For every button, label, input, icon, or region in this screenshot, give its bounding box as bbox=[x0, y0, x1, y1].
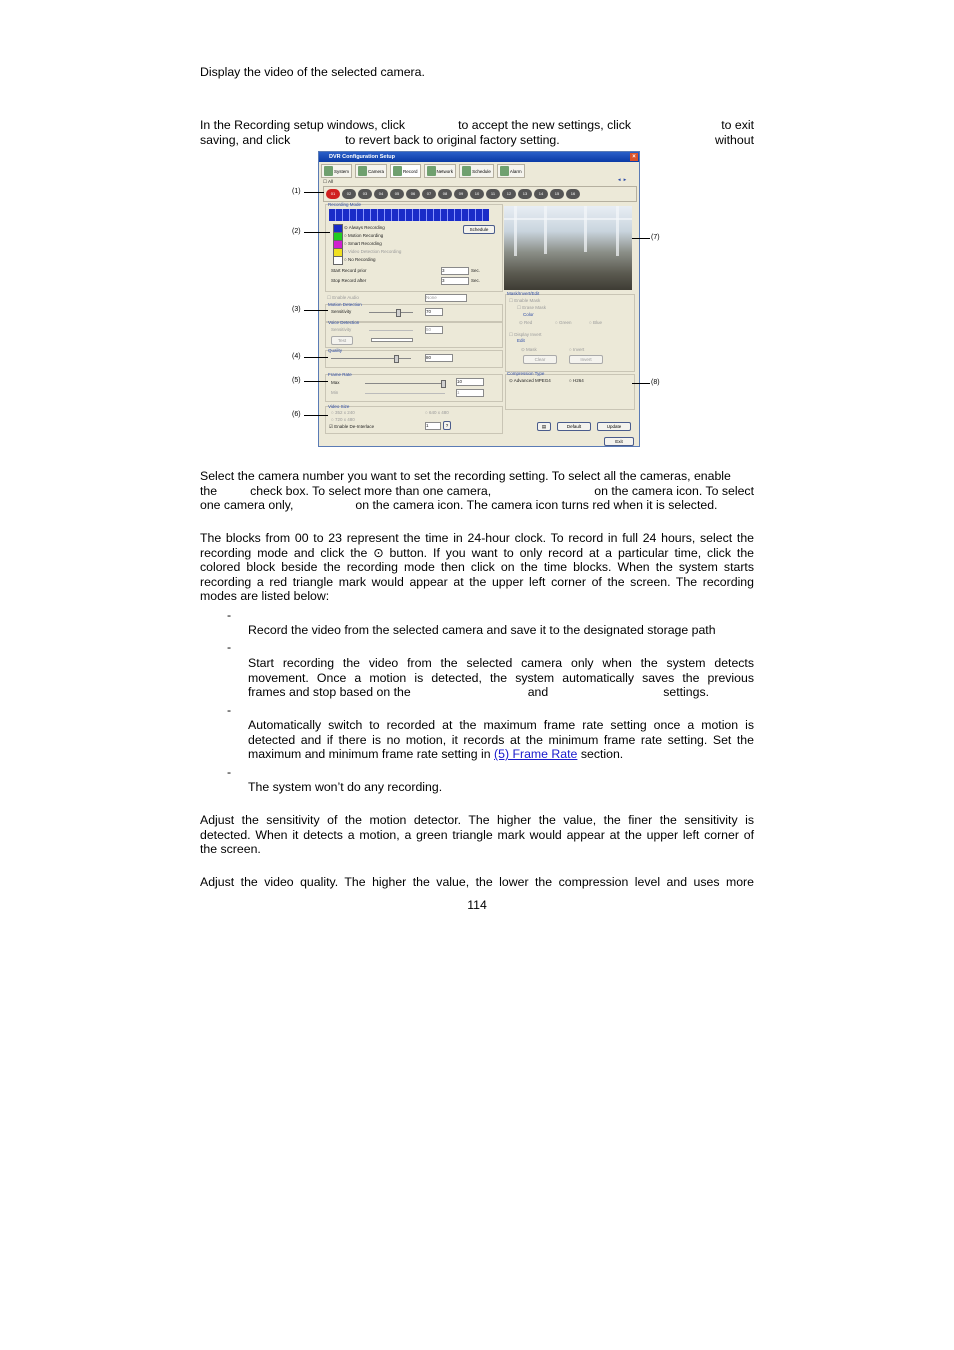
quality-panel bbox=[325, 350, 503, 368]
mode-smart-text: Automatically switch to recorded at the maximum frame rate setting once a motion is detected and if there is no motion, it records at the minimum frame rate setting. Set the maximum and minimum frame rate setting in (5) Frame Rate section. bbox=[248, 718, 754, 762]
record-icon bbox=[393, 166, 402, 176]
size-720-radio[interactable]: ○ 720 x 480 bbox=[331, 417, 355, 422]
max-frame-slider[interactable] bbox=[365, 383, 445, 384]
color-green-radio[interactable]: ○ Green bbox=[555, 320, 572, 325]
network-icon bbox=[427, 166, 436, 176]
update-button[interactable]: Update bbox=[597, 422, 631, 431]
edit-invert-radio[interactable]: ○ Invert bbox=[569, 347, 585, 352]
camera-icon[interactable]: 07 bbox=[422, 189, 436, 199]
callout-line bbox=[304, 192, 324, 193]
clear-button[interactable]: Clear bbox=[523, 355, 557, 364]
sensitivity-knob[interactable] bbox=[396, 309, 401, 317]
mode-video-detect-radio[interactable]: ○ Video Detection Recording bbox=[344, 249, 402, 254]
list-dash: - bbox=[227, 765, 232, 779]
callout-line bbox=[304, 381, 328, 382]
min-frame-input[interactable]: 1 bbox=[456, 389, 484, 397]
callout-label: (6) bbox=[292, 411, 301, 418]
enable-mask-checkbox[interactable]: ☐ Enable Mask bbox=[509, 298, 541, 303]
camera-icon[interactable]: 09 bbox=[454, 189, 468, 199]
erase-mask-checkbox[interactable]: ☐ Erase Mask bbox=[517, 305, 547, 310]
camera-icon[interactable]: 06 bbox=[406, 189, 420, 199]
frame-rate-label: Frame Rate bbox=[328, 372, 352, 377]
help-icon[interactable]: ? bbox=[443, 421, 451, 430]
camera-icon[interactable]: 12 bbox=[502, 189, 516, 199]
edit-mask-radio[interactable]: ⊙ Mask bbox=[521, 347, 537, 352]
quality-paragraph: Adjust the video quality. The higher the value, the lower the compression level and uses more bbox=[200, 875, 754, 889]
time-blocks[interactable] bbox=[329, 209, 489, 221]
setup-line-2 bbox=[200, 133, 560, 148]
callout-label: (1) bbox=[292, 188, 301, 195]
setup-text-1: In the Recording setup windows, click bbox=[200, 118, 406, 132]
color-blue-radio[interactable]: ○ Blue bbox=[589, 320, 602, 325]
callout-line bbox=[304, 415, 328, 416]
voice-input[interactable]: 50 bbox=[425, 326, 443, 334]
camera-preview-image bbox=[504, 206, 632, 290]
callout-label: (7) bbox=[651, 234, 660, 241]
camera-icon[interactable]: 02 bbox=[342, 189, 356, 199]
deinterlace-select[interactable]: 1 bbox=[425, 422, 441, 430]
test-button[interactable]: Test bbox=[331, 336, 353, 345]
mode-always-radio[interactable]: ⊙ Always Recording bbox=[344, 225, 385, 230]
compression-type-label: Compression Type bbox=[507, 371, 545, 376]
quality-input[interactable]: 80 bbox=[425, 354, 453, 362]
prior-input[interactable]: 3 bbox=[441, 267, 469, 275]
max-frame-input[interactable]: 10 bbox=[456, 378, 484, 386]
frame-rate-link[interactable]: (5) Frame Rate bbox=[494, 747, 578, 762]
callout-line bbox=[632, 383, 650, 384]
camera-icon[interactable]: 11 bbox=[486, 189, 500, 199]
recording-setup-screenshot bbox=[318, 151, 640, 447]
quality-label: Quality bbox=[328, 348, 343, 353]
voice-slider[interactable] bbox=[369, 330, 413, 331]
camera-icon bbox=[358, 166, 367, 176]
start-record-prior-label: Start Record prior bbox=[331, 268, 367, 273]
camera-icon[interactable]: 01 bbox=[326, 189, 340, 199]
tab-strip bbox=[319, 162, 639, 180]
schedule-button[interactable]: Schedule bbox=[463, 225, 495, 234]
callout-line bbox=[304, 310, 328, 311]
all-checkbox[interactable]: ☐ All bbox=[323, 179, 334, 184]
camera-icon[interactable]: 14 bbox=[534, 189, 548, 199]
setup-text-3b: saving, and click bbox=[200, 133, 291, 147]
sec-unit: Sec. bbox=[471, 278, 481, 283]
enable-audio-checkbox[interactable]: ☐ Enable Audio bbox=[327, 295, 359, 300]
setup-text-3a: to exit without bbox=[715, 118, 754, 147]
voice-detection-label: Voice Detection bbox=[328, 320, 360, 325]
scroll-arrows-icon[interactable]: ◄ ► bbox=[617, 177, 628, 182]
color-red-radio[interactable]: ⊙ Red bbox=[519, 320, 533, 325]
edit-label: Edit bbox=[517, 338, 525, 343]
after-input[interactable]: 3 bbox=[441, 277, 469, 285]
sensitivity-label: Sensitivity bbox=[331, 309, 352, 314]
mode-smart-radio[interactable]: ○ Smart Recording bbox=[344, 241, 382, 246]
camera-icon[interactable]: 04 bbox=[374, 189, 388, 199]
callout-label: (8) bbox=[651, 379, 660, 386]
voice-level-meter bbox=[371, 338, 413, 342]
voice-sensitivity-label: Sensitivity bbox=[331, 327, 352, 332]
tab-schedule[interactable]: Schedule bbox=[459, 164, 494, 178]
tab-network[interactable]: Network bbox=[424, 164, 457, 178]
callout-line bbox=[632, 238, 650, 239]
tab-record[interactable]: Record bbox=[390, 164, 421, 178]
compression-h264-radio[interactable]: ○ H264 bbox=[569, 378, 584, 383]
callout-line bbox=[304, 232, 330, 233]
recording-mode-label: Recording Mode bbox=[328, 202, 362, 207]
alarm-icon bbox=[500, 166, 509, 176]
audio-select[interactable]: None bbox=[425, 294, 467, 302]
callout-label: (5) bbox=[292, 377, 301, 384]
blocks-paragraph: The blocks from 00 to 23 represent the time in 24-hour clock. To record in full 24 hours, select the recording mode and click the ⊙ button. If you want to only record at a particular time, click the colored block beside the recording mode then click on the time blocks. When the system starts recording a red triangle mark would appear at the upper left corner of the screen. The recording modes are listed below: bbox=[200, 531, 754, 604]
color-label: Color bbox=[523, 312, 534, 317]
callout-label: (4) bbox=[292, 353, 301, 360]
sensitivity-paragraph: Adjust the sensitivity of the motion detector. The higher the value, the finer the sensitivity is detected. When it detects a motion, a green triangle mark would appear at the upper left corner of the screen. bbox=[200, 813, 754, 857]
page-number: 114 bbox=[467, 898, 487, 912]
stop-record-after-label: Stop Record after bbox=[331, 278, 367, 283]
camera-icon[interactable]: 05 bbox=[390, 189, 404, 199]
camera-line-1: Select the camera number you want to set the recording setting. To select all the cameras, enable bbox=[200, 469, 731, 483]
camera-row bbox=[323, 186, 637, 202]
mask-label: Mask/Invert/Edit bbox=[507, 291, 540, 296]
setup-text-4: to revert back to original factory setting. bbox=[345, 133, 560, 147]
tab-system[interactable]: System bbox=[321, 164, 352, 178]
list-dash: - bbox=[227, 703, 232, 717]
mode-motion-radio[interactable]: ○ Motion Recording bbox=[344, 233, 384, 238]
callout-label: (2) bbox=[292, 228, 301, 235]
camera-icon[interactable]: 13 bbox=[518, 189, 532, 199]
close-icon[interactable]: × bbox=[630, 153, 638, 161]
callout-line bbox=[304, 357, 328, 358]
mode-none-radio[interactable]: ○ No Recording bbox=[344, 257, 376, 262]
setup-text-2: to accept the new settings, click bbox=[458, 118, 631, 132]
max-label: Max bbox=[331, 380, 340, 385]
window-title: DVR Configuration Setup bbox=[329, 154, 395, 160]
invert-button[interactable]: Invert bbox=[569, 355, 603, 364]
quality-slider[interactable] bbox=[331, 358, 411, 359]
mode-motion-text: Start recording the video from the selected camera only when the system detects movement. Once a motion is detected, the system automatically saves the previous frames and stop based on the and settings. bbox=[248, 656, 754, 700]
intro-text: Display the video of the selected camera. bbox=[200, 65, 425, 79]
list-dash: - bbox=[227, 640, 232, 654]
camera-paragraph: Select the camera number you want to set the recording setting. To select all the cameras, enable the check box. To select more than one camera, on the camera icon. To select one camera only, on the camera icon. The camera icon turns red when it is selected. bbox=[200, 469, 754, 513]
exit-button[interactable]: Exit bbox=[604, 437, 634, 446]
compression-mpeg4-radio[interactable]: ⊙ Advanced MPEG4 bbox=[509, 378, 551, 383]
default-button[interactable]: Default bbox=[557, 422, 591, 431]
mode-always-text: Record the video from the selected camera and save it to the designated storage path bbox=[248, 623, 716, 637]
camera-icon[interactable]: 16 bbox=[566, 189, 580, 199]
size-640-radio[interactable]: ○ 640 x 480 bbox=[425, 410, 449, 415]
quality-knob[interactable] bbox=[394, 355, 399, 363]
window-titlebar bbox=[319, 152, 639, 162]
system-icon bbox=[324, 166, 333, 176]
min-frame-slider[interactable] bbox=[365, 393, 445, 394]
list-dash: - bbox=[227, 608, 232, 622]
tab-alarm[interactable]: Alarm bbox=[497, 164, 525, 178]
camera-icon[interactable]: 15 bbox=[550, 189, 564, 199]
sensitivity-slider[interactable] bbox=[369, 312, 413, 313]
tab-camera[interactable]: Camera bbox=[355, 164, 387, 178]
display-invert-checkbox[interactable]: ☐ Display Invert bbox=[509, 332, 542, 337]
no-record-color-swatch[interactable] bbox=[333, 256, 343, 265]
min-label: Min bbox=[331, 390, 339, 395]
max-frame-knob[interactable] bbox=[441, 380, 446, 388]
save-icon[interactable]: ▤ bbox=[537, 422, 551, 431]
schedule-icon bbox=[462, 166, 471, 176]
video-size-label: Video Size bbox=[328, 404, 350, 409]
camera-icon[interactable]: 10 bbox=[470, 189, 484, 199]
sec-unit: Sec. bbox=[471, 268, 481, 273]
camera-icon[interactable]: 03 bbox=[358, 189, 372, 199]
size-352-radio[interactable]: ○ 352 x 240 bbox=[331, 410, 355, 415]
callout-label: (3) bbox=[292, 306, 301, 313]
sensitivity-input[interactable]: 70 bbox=[425, 308, 443, 316]
mode-none-text: The system won’t do any recording. bbox=[248, 780, 443, 794]
camera-icon[interactable]: 08 bbox=[438, 189, 452, 199]
deinterlace-checkbox[interactable]: ☑ Enable De-Interlace bbox=[329, 424, 375, 429]
motion-detection-label: Motion Detection bbox=[328, 302, 362, 307]
